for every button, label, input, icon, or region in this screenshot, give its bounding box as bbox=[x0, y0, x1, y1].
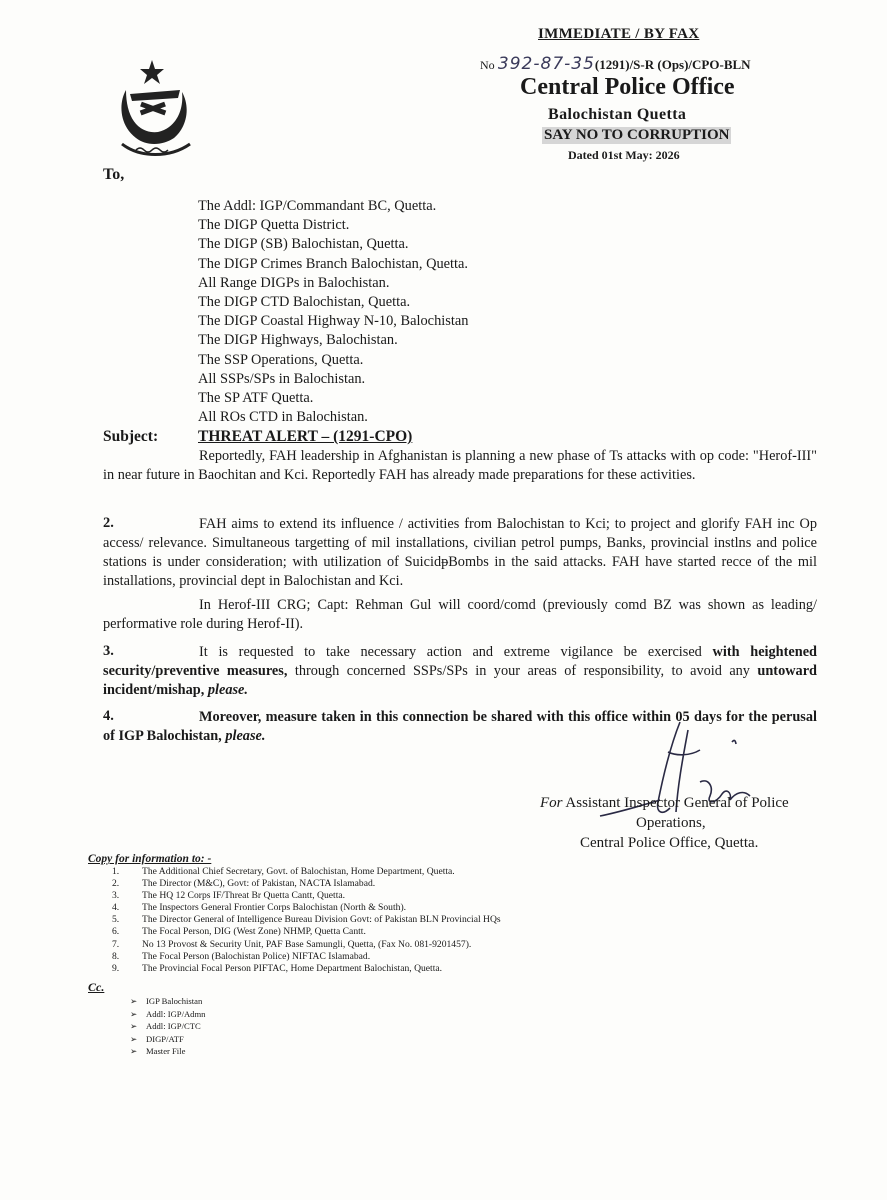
cc-item bbox=[130, 1034, 205, 1047]
recipient-item: The Addl: IGP/Commandant BC, Quetta. bbox=[198, 198, 437, 214]
copy-item bbox=[112, 878, 501, 890]
handwritten-signature bbox=[560, 712, 780, 832]
copy-item-text: The Inspectors General Frontier Corps Balochistan (North & South). bbox=[142, 902, 407, 914]
signatory-line-3: Central Police Office, Quetta. bbox=[580, 835, 759, 851]
cc-heading: Cc. bbox=[88, 980, 105, 994]
copy-item-number: 9. bbox=[112, 962, 120, 974]
signatory-line-2: Operations, bbox=[636, 815, 706, 831]
paragraph-4-number: 4. bbox=[103, 708, 114, 724]
copy-item bbox=[112, 939, 501, 951]
cc-item-text: Master File bbox=[146, 1046, 186, 1057]
signatory-line-1 bbox=[540, 795, 789, 812]
reference-handwritten-number: 392-87-35 bbox=[497, 54, 595, 74]
paragraph-3-number: 3. bbox=[103, 643, 114, 659]
paragraph-1: Reportedly, FAH leadership in Afghanistan is planning a new phase of Ts attacks with op code: "Herof-III" in near future in Baochitan and Kci. Reportedly FAH has already made preparations for these activities. bbox=[103, 448, 817, 483]
cc-item bbox=[130, 1009, 205, 1022]
copy-item-text: The Focal Person, DIG (West Zone) NHMP, Quetta Cantt. bbox=[142, 926, 366, 938]
office-title: Central Police Office bbox=[520, 74, 735, 100]
reference-typed-code: (1291)/S-R (Ops)/CPO-BLN bbox=[594, 57, 751, 72]
copy-item bbox=[112, 926, 501, 938]
recipient-item: The DIGP Highways, Balochistan. bbox=[198, 332, 398, 349]
subject-title: THREAT ALERT – (1291-CPO) bbox=[198, 428, 413, 445]
p3-text-c: through concerned SSPs/SPs in your areas of responsibility, to avoid any bbox=[287, 662, 758, 679]
recipient-item: The DIGP Coastal Highway N-10, Balochistan bbox=[198, 313, 469, 330]
arrow-bullet-icon: ➢ bbox=[130, 1022, 138, 1033]
copy-item-number: 4. bbox=[112, 902, 120, 914]
copy-item-number: 7. bbox=[112, 938, 120, 950]
recipient-list bbox=[198, 197, 468, 427]
copy-item-text: The Additional Chief Secretary, Govt. of Balochistan, Home Department, Quetta. bbox=[142, 866, 455, 877]
copy-item-text: The Director General of Intelligence Bureau Division Govt: of Pakistan BLN Provincial HQs bbox=[142, 914, 501, 926]
recipient-item: All SSPs/SPs in Balochistan. bbox=[198, 370, 366, 387]
p4-text-a: Moreover, measure taken in this connection be shared with this office within 05 days for the perusal of IGP Balochistan, bbox=[103, 709, 817, 744]
recipient-item: All ROs CTD in Balochistan. bbox=[198, 409, 368, 426]
cc-item-text: DIGP/ATF bbox=[146, 1033, 184, 1044]
recipient-item: All Range DIGPs in Balochistan. bbox=[198, 274, 390, 291]
copy-heading: Copy for information to: - bbox=[88, 853, 212, 865]
copy-item-number: 6. bbox=[112, 926, 120, 938]
immediate-fax-heading: IMMEDIATE / BY FAX bbox=[538, 26, 700, 42]
copy-item-number: 3. bbox=[112, 890, 120, 902]
recipient-item: The DIGP (SB) Balochistan, Quetta. bbox=[198, 236, 409, 253]
reference-number bbox=[480, 54, 751, 74]
copy-item bbox=[112, 866, 501, 878]
copy-item-text: The Director (M&C), Govt: of Pakistan, NACTA Islamabad. bbox=[142, 878, 376, 890]
p3-text-a: It is requested to take necessary action and extreme vigilance be exercised bbox=[199, 644, 713, 660]
copy-item-text: The Focal Person (Balochistan Police) NIFTAC Islamabad. bbox=[142, 950, 371, 962]
p3-text-b: with heightened security/preventive measures, bbox=[103, 644, 817, 679]
copy-item-number: 1. bbox=[112, 866, 120, 877]
cc-item bbox=[130, 1021, 205, 1034]
cc-item bbox=[130, 1046, 205, 1059]
copy-item bbox=[112, 890, 501, 902]
slogan-banner: SAY NO TO CORRUPTION bbox=[544, 127, 730, 143]
office-city: Balochistan Quetta bbox=[548, 106, 687, 123]
arrow-bullet-icon: ➢ bbox=[130, 1009, 138, 1020]
cc-list bbox=[130, 996, 205, 1059]
recipient-item: The DIGP CTD Balochistan, Quetta. bbox=[198, 294, 411, 311]
recipient-item: The DIGP Quetta District. bbox=[198, 217, 350, 234]
recipient-item: The DIGP Crimes Branch Balochistan, Quetta. bbox=[198, 255, 469, 272]
signatory-for: For bbox=[540, 795, 563, 811]
paragraph-3 bbox=[103, 643, 817, 700]
copy-item-text: The Provincial Focal Person PIFTAC, Home Department Balochistan, Quetta. bbox=[142, 962, 443, 974]
copy-item-number: 8. bbox=[112, 950, 120, 962]
cc-item bbox=[130, 996, 205, 1009]
paragraph-2b: In Herof-III CRG; Capt: Rehman Gul will coord/comd (previously comd BZ was shown as leading/ performative role during Herof-II). bbox=[103, 597, 817, 632]
p3-text-d: untoward incident/mishap, bbox=[103, 662, 817, 698]
cc-item-text: IGP Balochistan bbox=[146, 996, 203, 1006]
copy-item bbox=[112, 902, 501, 914]
copy-list bbox=[112, 866, 501, 975]
cc-item-text: Addl: IGP/Admn bbox=[146, 1008, 206, 1019]
reference-no-label: No bbox=[480, 58, 495, 72]
copy-item-text: No 13 Provost & Security Unit, PAF Base Samungli, Quetta, (Fax No. 081-9201457). bbox=[142, 938, 472, 950]
paragraph-2-number: 2. bbox=[103, 515, 114, 531]
cc-item-text: Addl: IGP/CTC bbox=[146, 1021, 201, 1032]
copy-item-text: The HQ 12 Corps IF/Threat Br Quetta Cantt, Quetta. bbox=[142, 890, 346, 902]
recipient-item: The SP ATF Quetta. bbox=[198, 390, 314, 407]
arrow-bullet-icon: ➢ bbox=[130, 1034, 138, 1045]
recipient-item: The SSP Operations, Quetta. bbox=[198, 351, 364, 368]
arrow-bullet-icon: ➢ bbox=[130, 1047, 138, 1058]
subject-label: Subject: bbox=[103, 428, 159, 445]
copy-item-number: 2. bbox=[112, 878, 120, 890]
paragraph-2: FAH aims to extend its influence / activities from Balochistan to Kci; to project and glorify FAH inc Op access/ relevance. Simultaneous targetting of mil installations, civilian petrol pumps, Banks, provincial instlns and police stations is under consideration; with utilization of SuicidᵽBombs in the said attacks. FAH have started recce of the mil installations, provincial dept in Balochistan and Kci. bbox=[103, 516, 817, 589]
p3-text-e: please. bbox=[207, 681, 248, 698]
p4-text-b: please. bbox=[225, 727, 266, 744]
copy-item bbox=[112, 963, 501, 975]
letter-date: Dated 01st May: 2026 bbox=[568, 148, 680, 162]
copy-item bbox=[112, 951, 501, 963]
police-emblem-logo bbox=[100, 54, 212, 166]
signatory-title: Assistant Inspector General of Police bbox=[562, 795, 789, 811]
copy-item bbox=[112, 914, 501, 926]
to-label: To, bbox=[103, 166, 125, 183]
arrow-bullet-icon: ➢ bbox=[130, 997, 138, 1007]
copy-item-number: 5. bbox=[112, 914, 120, 926]
